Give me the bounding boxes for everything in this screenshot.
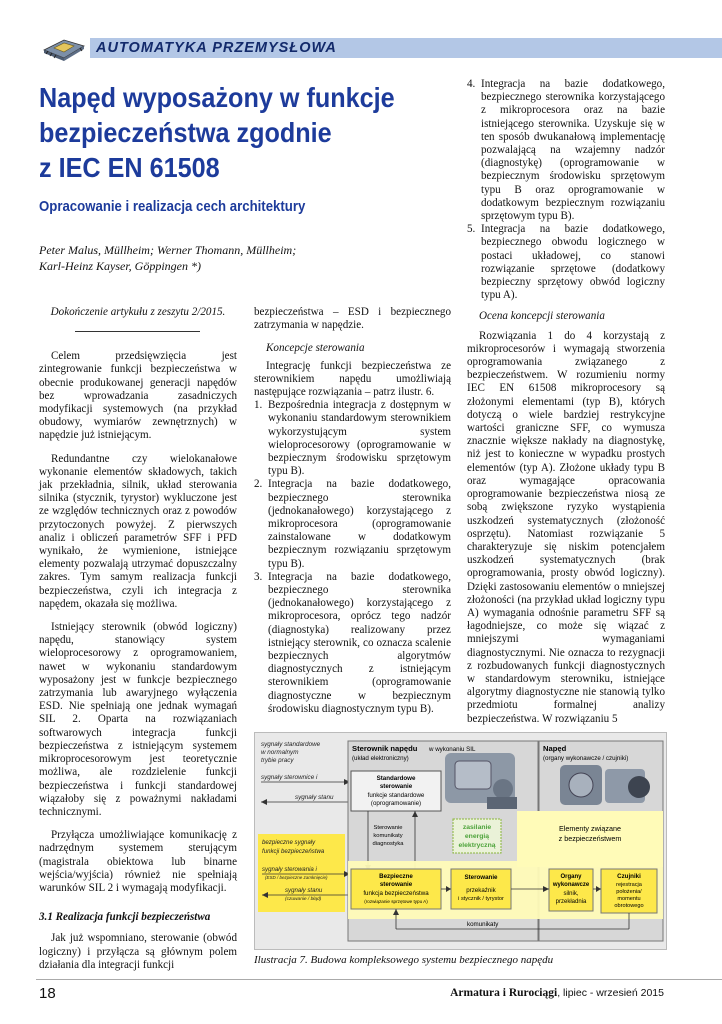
box-text: Bezpieczne xyxy=(379,873,413,880)
paragraph: Przyłącza umożliwiające komunikację z nadrzędnym systemem sterującym (magistrala obiektowa lub binarne wejścia/wyjścia) również nie spełniają warunków SIL 2 i wymagają modyfikacji. xyxy=(39,829,237,894)
box-text: elektryczną xyxy=(458,842,496,849)
box-text: (rozwiązanie sprzętowe typu A) xyxy=(364,899,428,904)
diagram-label: (czuwanie / błąd) xyxy=(285,897,322,902)
box-text: Sterowanie xyxy=(464,874,498,881)
box-text: Sterowanie xyxy=(373,825,403,831)
box-text: przekaźnik xyxy=(466,887,496,894)
column-3 xyxy=(467,78,665,726)
box-text: i stycznik / tyrystor xyxy=(458,896,504,902)
figure-caption: Ilustracja 7. Budowa kompleksowego systemu bezpiecznego napędu xyxy=(254,954,554,966)
diagram-label: sygnały stanu xyxy=(295,794,334,801)
title-line: z IEC EN 61508 xyxy=(39,152,220,183)
column-2 xyxy=(254,306,451,716)
box-text: sterowanie xyxy=(379,881,413,888)
drive-title: Napęd xyxy=(543,744,567,753)
authors-line: Peter Malus, Müllheim; Werner Thomann, Müllheim; xyxy=(39,243,297,257)
box-text: przekładnia xyxy=(555,899,587,905)
paragraph: Redundantne czy wielokanałowe wykonanie elementów składowych, takich jak przekładnia, silnik, układ sterowania silnika (stycznik, tyrystor) wykluczone jest ze względów technicznych oraz z powodów przytoczonych powyżej. Z pierwszych analiz i obliczeń parametrów SFF i PFD wynikało, że wymienione, istniejące elementy pozwalają utrzymać dopuszczalny zakres. Tym samym realizacja funkcji bezpieczeństwa, czyli ich integracja z napędem, okazała się możliwa. xyxy=(39,452,237,610)
concept-list-cont xyxy=(467,78,665,302)
chip-logo-icon xyxy=(40,34,88,62)
subheading: Ocena koncepcji sterowania xyxy=(479,310,605,323)
box-text: rejestracja xyxy=(616,882,642,888)
footer-divider xyxy=(36,979,722,980)
box-text: wykonawcze xyxy=(552,882,590,888)
controller-title: Sterownik napędu xyxy=(352,744,418,753)
authors-line: Karl-Heinz Kayser, Göppingen *) xyxy=(39,259,201,273)
article-title xyxy=(39,80,399,185)
subheading: Koncepcje sterowania xyxy=(266,342,365,355)
list-item: 5. Integracja na bazie dodatkowego, bezpiecznego obwodu logicznego w postaci układowej, co stanowi rozwiązanie sprzętowe (dodatkowy bezpieczny sprzętowy obwód logiczny typu A). xyxy=(467,223,665,302)
controller-subtitle: (układ elektroniczny) xyxy=(352,755,409,762)
list-item: 4. Integracja na bazie dodatkowego, bezpiecznego sterownika korzystającego z mikroprocesora oraz na bazie istniejącego sterownika. Uzyskuje się w ten sposób dwukanałową implementację pozwalającą na wzajemny nadzór (diagnostykę) (oprogramowanie w bezpiecznym środowisku sprzętowym typu B oraz oprogramowanie w dodatkowym bezpiecznym rozwiązaniu sprzętowym typu B). xyxy=(467,78,665,223)
box-text: zasilanie xyxy=(462,824,492,831)
paragraph: Rozwiązania 1 do 4 korzystają z mikroprocesorów i wymagają stworzenia oprogramowania związanego z bezpieczeństwem. W rozumieniu normy IEC EN 61508 mikroprocesory są złożonymi elementami (typ B), których dotyczą o wiele bardziej restrykcyjne wartości graniczne SFF, co wymusza znacznie większe nakłady na diagnostykę, niż jest to konieczne w wypadku prostych elementów (typ A). Złożone układy typu B oraz wymagające opracowania oprogramowanie bezpieczeństwa niosą ze sobą zwiększone ryzyko wystąpienia uszkodzeń systematycznych (złożoność osprzętu). Natomiast rozwiązanie 5 charakteryzuje się niskim potencjałem uszkodzeń systematycznych (brak oprogramowania, prosty obwód logiczny). Dzięki zastosowaniu elementów o mniejszej złożoności (na przykład układ logiczny typu A) wymagania odnośnie parametru SFF są łagodniejsze, co może się wiązać z mniejszymi wymaganiami diagnostycznymi. Nie oznacza to rezygnacji z rozbudowanych funkcji diagnostycznych w standardowym sterowniku, istniejące algorytmy diagnostyczne nie stanowią tylko przedmiotu formalnej analizy bezpieczeństwa. W rozwiązaniu 5 xyxy=(467,329,665,725)
box-text: położenia/ xyxy=(616,889,642,895)
diagram-label: w normalnym xyxy=(261,749,299,756)
column-1 xyxy=(39,306,237,972)
list-item: 2. Integracja na bazie dodatkowego, bezpiecznego sterownika (jednokanałowego) korzystającego z mikroprocesora (oprogramowanie zainstalowane w dodatkowym bezpiecznym rozwiązaniu sprzętowym typu B). xyxy=(254,478,451,570)
diagram-label: sygnały sterowania i xyxy=(262,866,317,873)
list-item: 1. Bezpośrednia integracja z dostępnym w wykonaniu standardowym sterownikiem wykorzystującym system wieloprocesorowy (oprogramowanie w bezpiecznym środowisku sprzętowym typu B). xyxy=(254,399,451,478)
system-diagram xyxy=(254,732,667,950)
safety-label: Elementy związane xyxy=(559,824,621,833)
box-text: funkcje standardowe xyxy=(367,792,425,799)
paragraph: Integrację funkcji bezpieczeństwa ze sterownikiem napędu umożliwiają następujące rozwiązania – patrz ilustr. 6. xyxy=(254,359,451,399)
page-number: 18 xyxy=(39,985,56,1002)
drive-subtitle: (organy wykonawcze / czujniki) xyxy=(543,755,629,762)
article-subtitle: Opracowanie i realizacja cech architektury xyxy=(39,198,306,215)
box-text: obrotowego xyxy=(614,903,644,909)
box-text: Standardowe xyxy=(376,775,416,782)
box-text: komunikaty xyxy=(373,833,403,839)
box-text: Czujniki xyxy=(617,873,641,880)
diagram-label: funkcji bezpieczeństwa xyxy=(262,848,325,855)
diagram-label: sygnały standardowe xyxy=(261,741,321,748)
controller-title-suffix: w wykonaniu SIL xyxy=(429,746,476,753)
box-text: (oprogramowanie) xyxy=(370,800,422,807)
diagram-label: (ESD / bezpieczne zamknięcie) xyxy=(265,875,328,880)
actuator-image xyxy=(445,753,517,809)
box-text: Organy xyxy=(560,874,582,880)
list-item: 3. Integracja na bazie dodatkowego, bezpiecznego sterownika (jednokanałowego) korzystającego z mikroprocesora, oprócz tego nadzór (diagnostyka) realizowany przez istniejący sterownik, co oznacza scalenie bezpiecznych algorytmów diagnostycznych z istniejącym sterownikiem (oprogramowanie diagnostyczne w bezpiecznym środowisku diagnostycznym typu B). xyxy=(254,570,451,715)
section-header-title: AUTOMATYKA PRZEMYSŁOWA xyxy=(96,40,337,56)
box-text: funkcja bezpieczeństwa xyxy=(363,890,429,897)
diagram-label: sygnały sterownice i xyxy=(261,774,318,781)
divider xyxy=(75,331,200,332)
komunikaty-label: komunikaty xyxy=(467,921,499,928)
box-text: diagnostyka xyxy=(372,841,404,847)
paragraph: bezpieczeństwa – ESD i bezpiecznego zatrzymania w napędzie. xyxy=(254,306,451,332)
box-text: sterowanie xyxy=(379,783,413,790)
safety-label: z bezpieczeństwem xyxy=(558,834,622,843)
diagram-label: sygnały stanu xyxy=(285,887,323,894)
concept-list xyxy=(254,399,451,716)
section-heading: 3.1 Realizacja funkcji bezpieczeństwa xyxy=(39,911,211,924)
box-text: energią xyxy=(464,833,490,840)
diagram-label: trybie pracy xyxy=(261,757,294,764)
authors xyxy=(39,242,439,274)
paragraph: Celem przedsięwzięcia jest zintegrowanie funkcji bezpieczeństwa w obecnie produkowanej generacji napędów bez wprowadzania zasadniczych modyfikacji systemowych (na przykład obudowy, wymiarów zewnętrznych) w napędzie już istniejącym. xyxy=(39,350,237,442)
box-text: silnik, xyxy=(563,891,579,897)
title-line: Napęd wyposażony w funkcje xyxy=(39,82,395,113)
footer-journal: Armatura i Rurociągi, lipiec - wrzesień 2015 xyxy=(450,987,664,999)
paragraph: Jak już wspomniano, sterowanie (obwód logiczny) i przyłącza są głównym polem działania dla integracji funkcji xyxy=(39,932,237,971)
title-line: bezpieczeństwa zgodnie xyxy=(39,117,332,148)
box-text: momentu xyxy=(617,896,641,902)
paragraph: Istniejący sterownik (obwód logiczny) napędu, stanowiący system wieloprocesorowy z oprogramowaniem, nawet w wykonaniu standardowym wyposażony jest w funkcje bezpiecznego zatrzymania lub awaryjnego wyłączenia ESD. Nie spełniają one jednak wymagań SIL 2. Oparta na rozwiązaniach softwarowych integracja funkcji bezpieczeństwa z istniejącym systemem mikroprocesorowym jest teoretycznie możliwa, ale rozdzielenie funkcji bezpieczeństwa i funkcji standardowej wiązałoby się z poważnymi nakładami technicznymi. xyxy=(39,621,237,818)
continuation-note: Dokończenie artykułu z zeszytu 2/2015. xyxy=(50,306,226,318)
diagram-label: bezpieczne sygnały xyxy=(262,839,316,846)
